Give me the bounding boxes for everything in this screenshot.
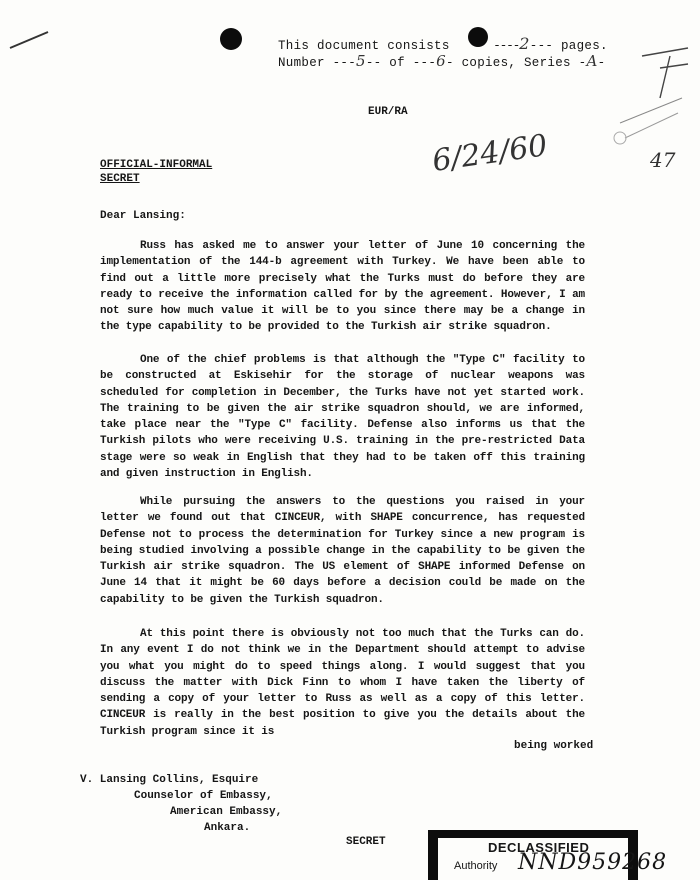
copy-number-handwritten: 5 bbox=[356, 52, 366, 70]
copy-line-1-prefix: This document consists bbox=[278, 39, 450, 53]
salutation: Dear Lansing: bbox=[100, 210, 186, 222]
copy-control-line-2: Number ---5-- of ---6- copies, Series -A- bbox=[278, 52, 606, 70]
addressee-line-2: Counselor of Embassy, bbox=[134, 790, 273, 802]
copy-line-2-prefix: Number bbox=[278, 56, 325, 70]
margin-note: 47 bbox=[650, 148, 676, 172]
copy-line-2-of: of bbox=[389, 56, 405, 70]
stamp-authority-number: NND959268 bbox=[518, 850, 668, 875]
copies-total-handwritten: 6 bbox=[436, 52, 446, 70]
classification-marking bbox=[100, 158, 212, 186]
continuation-catchword: being worked bbox=[514, 740, 594, 752]
corner-pencil-marks bbox=[600, 28, 695, 178]
handwritten-date: 6/24/60 bbox=[430, 128, 550, 179]
paragraph-4: At this point there is obviously not too much that the Turks can do. In any event I do not think we in the Department should attempt to advise you what you might do to speed things along. I would suggest that you discuss the matter with Dick Finn to whom I have taken the liberty of sending a copy of your letter to Russ as well as a copy of this letter. CINCEUR is really in the best position to give you the details about the Turkish program since it is bbox=[100, 628, 585, 738]
classification-line-1: OFFICIAL-INFORMAL bbox=[100, 159, 213, 171]
pages-count-handwritten: 2 bbox=[519, 34, 530, 53]
stamp-authority-label: Authority bbox=[454, 860, 498, 872]
copy-line-2-copies: copies, Series bbox=[461, 56, 571, 70]
punch-hole-left bbox=[220, 28, 242, 50]
office-symbol: EUR/RA bbox=[368, 106, 408, 118]
paragraph-1: Russ has asked me to answer your letter of June 10 concerning the implementation of the 144-b agreement with Turkey. We have been able to find out a little more precisely what the Turks must do before they are ready to receive the information called for by the agreement. However, I am not sure how much value it will be to you since there may be a change in the type capability to be provided to the Turkish air strike squadron. bbox=[100, 240, 585, 334]
declassified-stamp bbox=[428, 830, 668, 880]
copy-control-line-1: This document consists ----2--- pages. bbox=[278, 34, 608, 53]
footer-classification: SECRET bbox=[346, 836, 386, 848]
stamp-body bbox=[438, 838, 668, 880]
series-letter-handwritten: A bbox=[586, 52, 598, 70]
copy-line-1-suffix: pages. bbox=[560, 39, 608, 53]
addressee-line-3: American Embassy, bbox=[170, 806, 283, 818]
paragraph-3: While pursuing the answers to the questions you raised in your letter we found out that CINCEUR, with SHAPE concurrence, has requested Defense not to process the determination for Turkey since a new program is being studied involving a possible change in the capability to be given the Turkish air strike squadron. The US element of SHAPE informed Defense on June 14 that it might be 60 days before a decision could be made on the capability to be given the Turkish squadron. bbox=[100, 496, 585, 606]
paragraph-2: One of the chief problems is that although the "Type C" facility to be constructed at Eskisehir for the storage of nuclear weapons was scheduled for completion in December, the Turks have not yet started work. The training to be given the air strike squadron should, we are informed, take place near the "Type C" facility. Defense also informs us that the Turkish pilots who were receiving U.S. training in the pre-restricted Data stage were so weak in English that they had to be taken off this training and given instruction in English. bbox=[100, 354, 585, 481]
classification-line-2: SECRET bbox=[100, 173, 140, 185]
stamp-title: DECLASSIFIED bbox=[488, 840, 590, 855]
addressee-line-1: V. Lansing Collins, Esquire bbox=[80, 774, 259, 786]
addressee-line-4: Ankara. bbox=[204, 822, 251, 834]
margin-pencil-mark bbox=[8, 28, 52, 52]
